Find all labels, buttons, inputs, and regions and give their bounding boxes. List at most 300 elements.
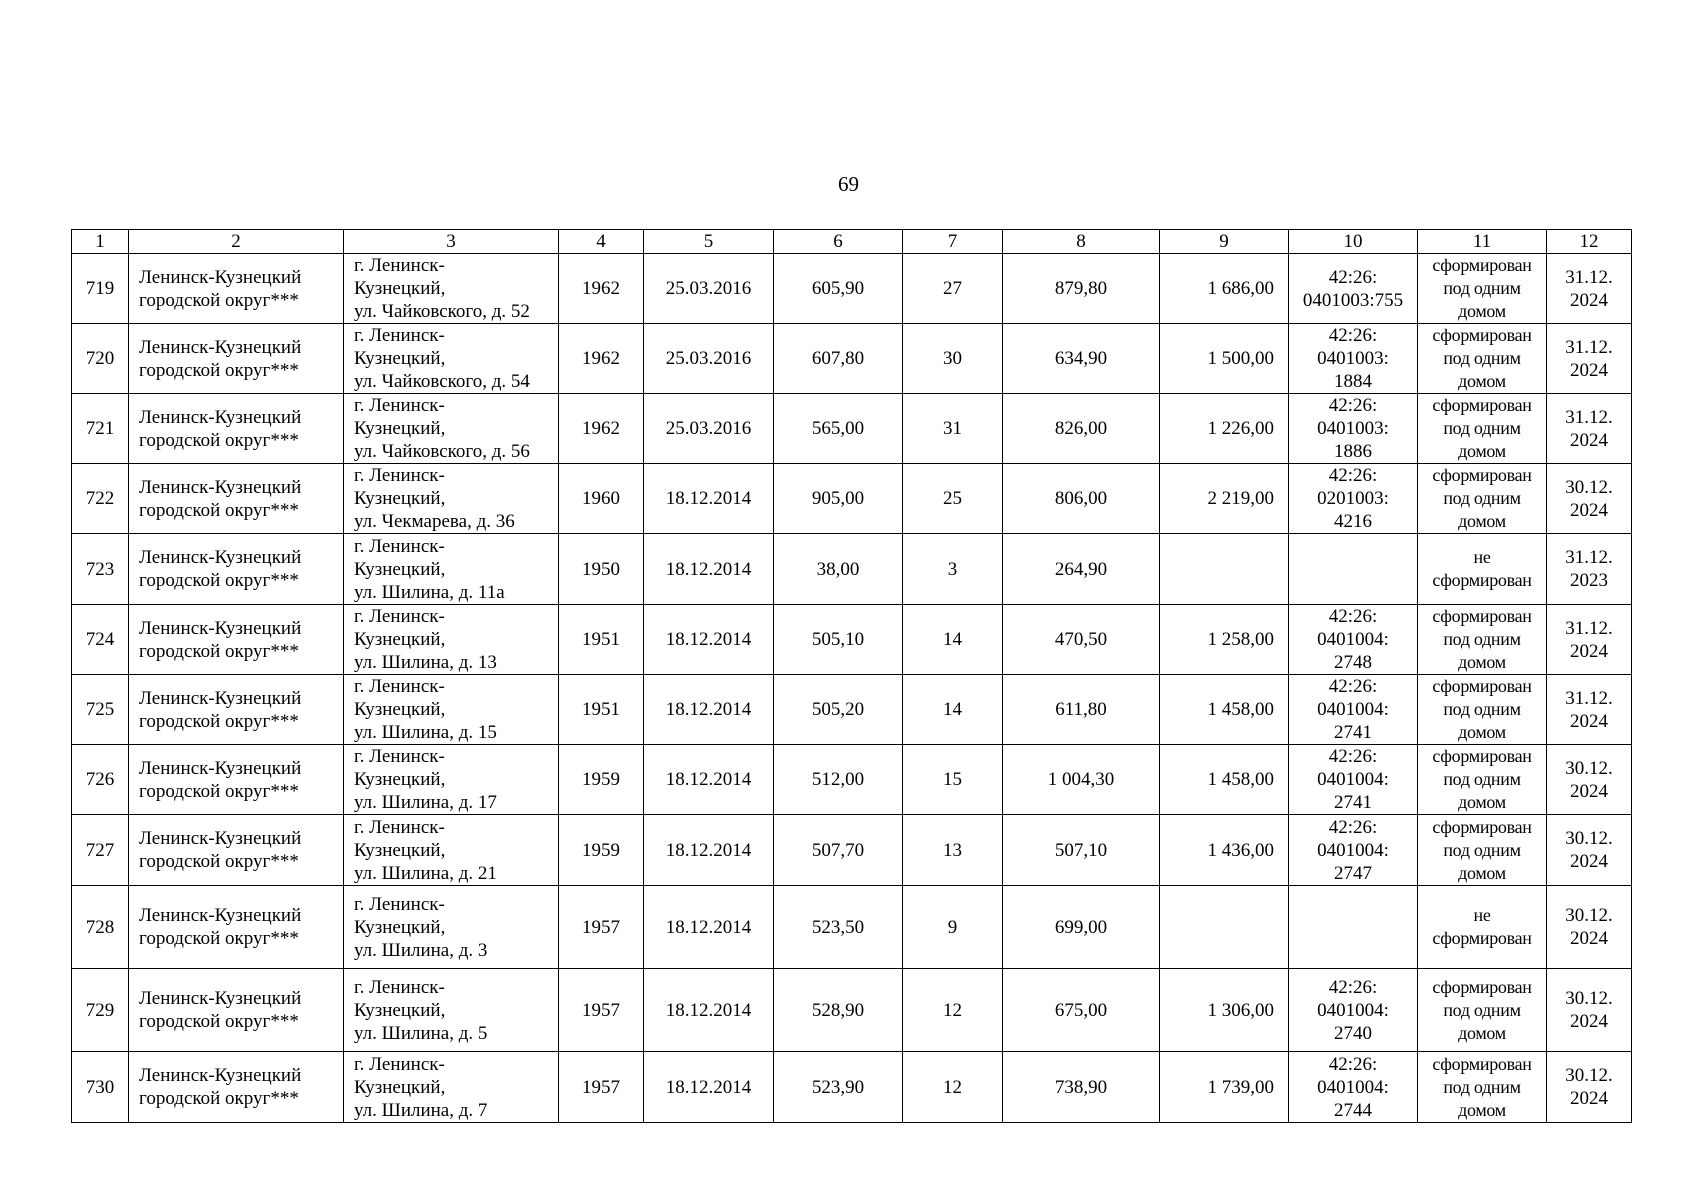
status-line: сформирован	[1432, 255, 1532, 275]
deadline-line: 30.12.	[1565, 1065, 1613, 1086]
municipality-line: Ленинск-Кузнецкий	[139, 757, 302, 779]
year-cell: 1962	[559, 394, 644, 464]
column-number: 4	[559, 230, 644, 254]
year-cell: 1950	[559, 534, 644, 605]
col6-cell: 905,00	[774, 464, 903, 534]
status-line: сформирован	[1432, 465, 1532, 485]
deadline-cell	[1547, 605, 1632, 675]
year-cell: 1962	[559, 324, 644, 394]
year-cell: 1959	[559, 815, 644, 886]
status-line: домом	[1458, 652, 1506, 672]
status-line: домом	[1458, 441, 1506, 461]
address-line: ул. Шилина, д. 13	[354, 652, 497, 673]
date-cell: 18.12.2014	[644, 745, 774, 815]
address-line: Кузнецкий,	[354, 348, 446, 369]
deadline-cell	[1547, 534, 1632, 605]
cadastral-line: 0401004:	[1317, 839, 1389, 861]
cadastral-line: 42:26:	[1328, 465, 1378, 486]
address-line: Кузнецкий,	[354, 769, 446, 790]
table-row	[72, 394, 1632, 464]
date-cell: 25.03.2016	[644, 394, 774, 464]
status-line: домом	[1458, 511, 1506, 531]
column-number: 7	[903, 230, 1003, 254]
col7-cell: 15	[903, 745, 1003, 815]
address-line: г. Ленинск-	[354, 676, 445, 697]
column-number: 10	[1289, 230, 1418, 254]
address-cell	[344, 886, 559, 969]
col6-cell: 507,70	[774, 815, 903, 886]
deadline-line: 2024	[1570, 710, 1608, 732]
address-cell	[344, 745, 559, 815]
address-line: ул. Чайковского, д. 56	[354, 441, 530, 462]
col8-cell: 264,90	[1003, 534, 1160, 605]
status-line: под одним	[1443, 699, 1521, 719]
municipality-line: Ленинск-Кузнецкий	[139, 1065, 302, 1086]
deadline-line: 30.12.	[1565, 988, 1613, 1009]
municipality-line: городской округ***	[139, 570, 299, 591]
status-line: сформирован	[1432, 606, 1532, 626]
address-cell	[344, 324, 559, 394]
col9-cell	[1160, 534, 1289, 605]
address-line: ул. Шилина, д. 21	[354, 862, 497, 884]
deadline-line: 30.12.	[1565, 757, 1613, 779]
cadastral-line: 2744	[1334, 1099, 1372, 1121]
col9-cell: 1 458,00	[1160, 745, 1289, 815]
row-number-cell: 720	[72, 324, 129, 394]
deadline-cell	[1547, 254, 1632, 324]
deadline-cell	[1547, 394, 1632, 464]
date-cell: 18.12.2014	[644, 969, 774, 1052]
year-cell: 1957	[559, 1052, 644, 1123]
address-line: г. Ленинск-	[354, 465, 445, 486]
land-plot-status-cell	[1418, 1052, 1547, 1123]
deadline-line: 2024	[1570, 289, 1608, 311]
column-number-row	[72, 230, 1632, 254]
cadastral-line: 0401004:	[1317, 1076, 1389, 1098]
table-row	[72, 534, 1632, 605]
municipality-line: городской округ***	[139, 429, 299, 451]
address-line: г. Ленинск-	[354, 1053, 445, 1075]
col8-cell: 470,50	[1003, 605, 1160, 675]
col9-cell	[1160, 886, 1289, 969]
cadastral-line: 2741	[1334, 722, 1372, 743]
col7-cell: 12	[903, 1052, 1003, 1123]
address-line: Кузнецкий,	[354, 1076, 446, 1098]
cadastral-line: 2748	[1334, 652, 1372, 673]
address-line: Кузнецкий,	[354, 558, 446, 580]
deadline-line: 2024	[1570, 851, 1608, 872]
column-number: 1	[72, 230, 129, 254]
cadastral-line: 42:26:	[1328, 746, 1378, 767]
col6-cell: 505,10	[774, 605, 903, 675]
municipality-line: Ленинск-Кузнецкий	[139, 988, 302, 1009]
address-line: г. Ленинск-	[354, 535, 445, 557]
col8-cell: 611,80	[1003, 675, 1160, 745]
address-line: г. Ленинск-	[354, 395, 445, 416]
municipality-line: городской округ***	[139, 928, 299, 949]
date-cell: 18.12.2014	[644, 1052, 774, 1123]
col7-cell: 3	[903, 534, 1003, 605]
land-plot-status-cell	[1418, 324, 1547, 394]
table-row	[72, 969, 1632, 1052]
land-plot-status-cell	[1418, 534, 1547, 605]
deadline-line: 31.12.	[1565, 336, 1613, 358]
date-cell: 18.12.2014	[644, 886, 774, 969]
cadastral-line: 0201003:	[1317, 488, 1389, 509]
col6-cell: 528,90	[774, 969, 903, 1052]
col8-cell: 806,00	[1003, 464, 1160, 534]
land-plot-status-cell	[1418, 886, 1547, 969]
cadastral-number-cell	[1289, 394, 1418, 464]
row-number-cell: 721	[72, 394, 129, 464]
col9-cell: 1 258,00	[1160, 605, 1289, 675]
deadline-cell	[1547, 1052, 1632, 1123]
municipality-line: городской округ***	[139, 499, 299, 521]
status-line: домом	[1458, 301, 1506, 321]
column-number: 2	[129, 230, 344, 254]
status-line: под одним	[1443, 278, 1521, 298]
col8-cell: 826,00	[1003, 394, 1160, 464]
municipality-cell	[129, 254, 344, 324]
table-row	[72, 254, 1632, 324]
status-line: под одним	[1443, 629, 1521, 649]
status-line: домом	[1458, 792, 1506, 812]
column-number: 5	[644, 230, 774, 254]
land-plot-status-cell	[1418, 815, 1547, 886]
date-cell: 25.03.2016	[644, 324, 774, 394]
status-line: домом	[1458, 722, 1506, 742]
deadline-line: 2024	[1570, 928, 1608, 949]
deadline-cell	[1547, 815, 1632, 886]
col9-cell: 1 739,00	[1160, 1052, 1289, 1123]
cadastral-line: 2740	[1334, 1022, 1372, 1044]
address-line: ул. Чайковского, д. 52	[354, 301, 530, 322]
year-cell: 1957	[559, 886, 644, 969]
cadastral-line: 1886	[1334, 441, 1372, 462]
status-line: под одним	[1443, 488, 1521, 508]
column-number: 11	[1418, 230, 1547, 254]
col8-cell: 879,80	[1003, 254, 1160, 324]
col7-cell: 30	[903, 324, 1003, 394]
column-number: 9	[1160, 230, 1289, 254]
municipality-cell	[129, 534, 344, 605]
address-cell	[344, 675, 559, 745]
municipality-cell	[129, 969, 344, 1052]
cadastral-number-cell	[1289, 534, 1418, 605]
cadastral-line: 2747	[1334, 862, 1372, 884]
status-line: под одним	[1443, 1076, 1521, 1097]
municipality-cell	[129, 675, 344, 745]
cadastral-line: 42:26:	[1328, 816, 1378, 838]
status-line: сформирован	[1432, 816, 1532, 837]
address-line: ул. Чекмарева, д. 36	[354, 511, 515, 532]
table-row	[72, 324, 1632, 394]
date-cell: 18.12.2014	[644, 464, 774, 534]
cadastral-number-cell	[1289, 745, 1418, 815]
row-number-cell: 728	[72, 886, 129, 969]
municipality-cell	[129, 324, 344, 394]
deadline-line: 2024	[1570, 499, 1608, 521]
land-plot-status-cell	[1418, 969, 1547, 1052]
deadline-cell	[1547, 969, 1632, 1052]
municipality-line: Ленинск-Кузнецкий	[139, 828, 302, 849]
col8-cell: 738,90	[1003, 1052, 1160, 1123]
address-line: г. Ленинск-	[354, 746, 445, 767]
cadastral-line: 42:26:	[1328, 676, 1378, 697]
col8-cell: 699,00	[1003, 886, 1160, 969]
deadline-line: 30.12.	[1565, 905, 1613, 926]
cadastral-number-cell	[1289, 464, 1418, 534]
address-line: Кузнецкий,	[354, 699, 446, 720]
col8-cell: 507,10	[1003, 815, 1160, 886]
municipality-line: городской округ***	[139, 1011, 299, 1032]
col9-cell: 1 500,00	[1160, 324, 1289, 394]
municipality-line: Ленинск-Кузнецкий	[139, 905, 302, 926]
cadastral-line: 42:26:	[1328, 976, 1378, 998]
table-row	[72, 464, 1632, 534]
table-row	[72, 886, 1632, 969]
deadline-line: 2024	[1570, 1011, 1608, 1032]
status-line: под одним	[1443, 839, 1521, 860]
date-cell: 18.12.2014	[644, 815, 774, 886]
deadline-line: 2024	[1570, 429, 1608, 451]
address-line: г. Ленинск-	[354, 893, 445, 915]
cadastral-line: 4216	[1334, 511, 1372, 532]
cadastral-line: 42:26:	[1328, 395, 1378, 416]
municipality-line: городской округ***	[139, 359, 299, 381]
municipality-line: Ленинск-Кузнецкий	[139, 266, 302, 288]
cadastral-line: 0401003:	[1317, 348, 1389, 369]
status-line: сформирован	[1432, 676, 1532, 696]
page-number: 69	[838, 172, 859, 196]
column-number: 8	[1003, 230, 1160, 254]
status-line: под одним	[1443, 769, 1521, 789]
deadline-line: 2024	[1570, 1088, 1608, 1109]
col9-cell: 1 306,00	[1160, 969, 1289, 1052]
status-line: под одним	[1443, 418, 1521, 438]
row-number-cell: 725	[72, 675, 129, 745]
deadline-cell	[1547, 324, 1632, 394]
address-line: г. Ленинск-	[354, 325, 445, 346]
municipality-line: Ленинск-Кузнецкий	[139, 406, 302, 428]
status-line: сформирован	[1432, 570, 1532, 590]
row-number-cell: 719	[72, 254, 129, 324]
address-line: Кузнецкий,	[354, 999, 446, 1021]
col7-cell: 13	[903, 815, 1003, 886]
row-number-cell: 722	[72, 464, 129, 534]
cadastral-line: 42:26:	[1328, 325, 1378, 346]
address-line: ул. Шилина, д. 3	[354, 939, 488, 961]
cadastral-line: 2741	[1334, 792, 1372, 813]
cadastral-line: 42:26:	[1328, 266, 1378, 288]
address-cell	[344, 815, 559, 886]
deadline-line: 30.12.	[1565, 476, 1613, 498]
deadline-line: 31.12.	[1565, 617, 1613, 639]
col6-cell: 38,00	[774, 534, 903, 605]
land-plot-status-cell	[1418, 254, 1547, 324]
deadline-line: 30.12.	[1565, 828, 1613, 849]
status-line: под одним	[1443, 348, 1521, 368]
address-cell	[344, 394, 559, 464]
year-cell: 1951	[559, 675, 644, 745]
col9-cell: 2 219,00	[1160, 464, 1289, 534]
col7-cell: 25	[903, 464, 1003, 534]
municipality-cell	[129, 605, 344, 675]
land-plot-status-cell	[1418, 394, 1547, 464]
municipality-line: городской округ***	[139, 780, 299, 802]
status-line: сформирован	[1432, 746, 1532, 766]
municipality-line: городской округ***	[139, 640, 299, 662]
address-line: ул. Шилина, д. 5	[354, 1022, 488, 1044]
cadastral-number-cell	[1289, 886, 1418, 969]
deadline-line: 2023	[1570, 570, 1608, 591]
row-number-cell: 729	[72, 969, 129, 1052]
status-line: сформирован	[1432, 395, 1532, 415]
col8-cell: 634,90	[1003, 324, 1160, 394]
col8-cell: 675,00	[1003, 969, 1160, 1052]
address-cell	[344, 464, 559, 534]
col9-cell: 1 436,00	[1160, 815, 1289, 886]
col7-cell: 12	[903, 969, 1003, 1052]
cadastral-line: 0401004:	[1317, 769, 1389, 790]
address-line: г. Ленинск-	[354, 816, 445, 838]
year-cell: 1957	[559, 969, 644, 1052]
column-number: 12	[1547, 230, 1632, 254]
municipality-line: городской округ***	[139, 710, 299, 732]
year-cell: 1962	[559, 254, 644, 324]
row-number-cell: 726	[72, 745, 129, 815]
municipality-line: городской округ***	[139, 851, 299, 872]
deadline-cell	[1547, 464, 1632, 534]
date-cell: 18.12.2014	[644, 534, 774, 605]
cadastral-line: 0401003:755	[1302, 289, 1404, 311]
municipality-line: Ленинск-Кузнецкий	[139, 476, 302, 498]
column-number: 6	[774, 230, 903, 254]
deadline-line: 31.12.	[1565, 406, 1613, 428]
address-line: ул. Шилина, д. 15	[354, 722, 497, 743]
cadastral-line: 0401003:	[1317, 418, 1389, 439]
row-number-cell: 723	[72, 534, 129, 605]
status-line: под одним	[1443, 999, 1521, 1020]
deadline-cell	[1547, 745, 1632, 815]
status-line: домом	[1458, 1022, 1506, 1043]
col9-cell: 1 226,00	[1160, 394, 1289, 464]
col6-cell: 565,00	[774, 394, 903, 464]
col6-cell: 605,90	[774, 254, 903, 324]
status-line: домом	[1458, 371, 1506, 391]
cadastral-number-cell	[1289, 254, 1418, 324]
status-line: домом	[1458, 862, 1506, 883]
deadline-line: 2024	[1570, 780, 1608, 802]
cadastral-number-cell	[1289, 605, 1418, 675]
col7-cell: 9	[903, 886, 1003, 969]
cadastral-line: 0401004:	[1317, 999, 1389, 1021]
table-row	[72, 605, 1632, 675]
municipality-line: городской округ***	[139, 289, 299, 311]
cadastral-line: 0401004:	[1317, 699, 1389, 720]
year-cell: 1960	[559, 464, 644, 534]
status-line: сформирован	[1432, 1053, 1532, 1074]
col7-cell: 31	[903, 394, 1003, 464]
address-line: ул. Чайковского, д. 54	[354, 371, 530, 392]
land-plot-status-cell	[1418, 675, 1547, 745]
status-line: сформирован	[1432, 325, 1532, 345]
year-cell: 1959	[559, 745, 644, 815]
date-cell: 18.12.2014	[644, 605, 774, 675]
cadastral-line: 42:26:	[1328, 1053, 1378, 1075]
municipality-cell	[129, 815, 344, 886]
deadline-line: 2024	[1570, 640, 1608, 662]
land-plot-status-cell	[1418, 464, 1547, 534]
table-row	[72, 675, 1632, 745]
table-row	[72, 745, 1632, 815]
date-cell: 18.12.2014	[644, 675, 774, 745]
address-line: Кузнецкий,	[354, 418, 446, 439]
address-cell	[344, 534, 559, 605]
address-line: Кузнецкий,	[354, 916, 446, 938]
col6-cell: 523,90	[774, 1052, 903, 1123]
municipality-cell	[129, 1052, 344, 1123]
address-cell	[344, 254, 559, 324]
cadastral-number-cell	[1289, 1052, 1418, 1123]
address-line: ул. Шилина, д. 7	[354, 1099, 488, 1121]
deadline-line: 31.12.	[1565, 687, 1613, 709]
deadline-cell	[1547, 675, 1632, 745]
date-cell: 25.03.2016	[644, 254, 774, 324]
col6-cell: 607,80	[774, 324, 903, 394]
col9-cell: 1 458,00	[1160, 675, 1289, 745]
status-line: сформирован	[1432, 928, 1532, 948]
col7-cell: 27	[903, 254, 1003, 324]
col6-cell: 505,20	[774, 675, 903, 745]
cadastral-number-cell	[1289, 969, 1418, 1052]
status-line: домом	[1458, 1099, 1506, 1120]
row-number-cell: 730	[72, 1052, 129, 1123]
col6-cell: 512,00	[774, 745, 903, 815]
table-row	[72, 815, 1632, 886]
address-line: Кузнецкий,	[354, 278, 446, 299]
address-line: г. Ленинск-	[354, 976, 445, 998]
municipality-cell	[129, 886, 344, 969]
municipality-line: Ленинск-Кузнецкий	[139, 547, 302, 568]
cadastral-line: 42:26:	[1328, 606, 1378, 627]
address-line: Кузнецкий,	[354, 488, 446, 509]
address-line: Кузнецкий,	[354, 839, 446, 861]
cadastral-number-cell	[1289, 675, 1418, 745]
status-line: не	[1473, 547, 1491, 567]
cadastral-number-cell	[1289, 324, 1418, 394]
col9-cell: 1 686,00	[1160, 254, 1289, 324]
status-line: не	[1473, 905, 1491, 925]
deadline-line: 31.12.	[1565, 266, 1613, 288]
cadastral-line: 1884	[1334, 371, 1372, 392]
municipality-cell	[129, 464, 344, 534]
deadline-cell	[1547, 886, 1632, 969]
cadastral-line: 0401004:	[1317, 629, 1389, 650]
cadastral-number-cell	[1289, 815, 1418, 886]
address-cell	[344, 1052, 559, 1123]
col8-cell: 1 004,30	[1003, 745, 1160, 815]
col7-cell: 14	[903, 605, 1003, 675]
land-plot-status-cell	[1418, 745, 1547, 815]
address-line: ул. Шилина, д. 17	[354, 792, 497, 813]
municipality-line: Ленинск-Кузнецкий	[139, 687, 302, 709]
status-line: сформирован	[1432, 976, 1532, 997]
year-cell: 1951	[559, 605, 644, 675]
address-line: Кузнецкий,	[354, 629, 446, 650]
address-line: ул. Шилина, д. 11а	[354, 581, 505, 603]
deadline-line: 2024	[1570, 359, 1608, 381]
